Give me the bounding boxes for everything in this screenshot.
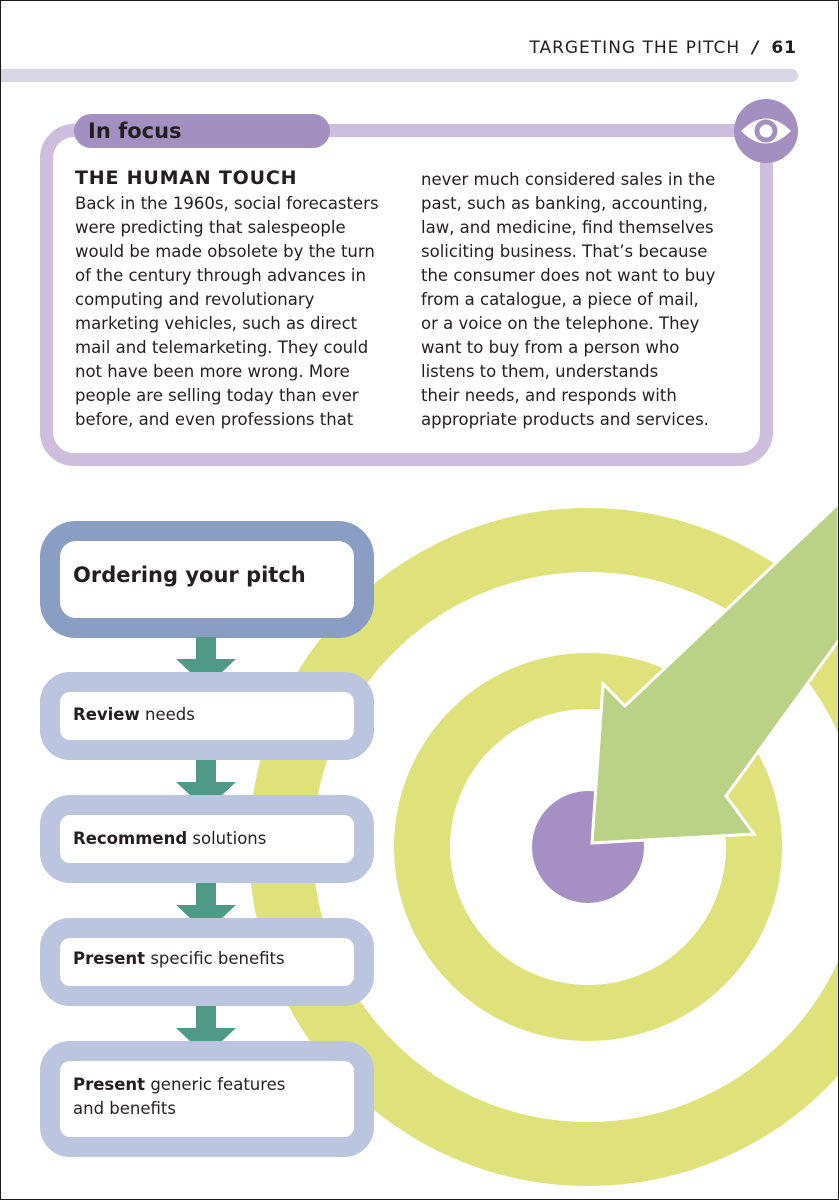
step-keyword: Review	[73, 705, 140, 724]
step-detail: needs	[139, 705, 195, 724]
text-line: appropriate products and services.	[421, 410, 709, 429]
text-line: soliciting business. That’s because	[421, 242, 708, 261]
text-line: people are selling today than ever	[75, 386, 359, 405]
step-keyword: Present	[73, 1075, 146, 1094]
eye-icon	[733, 98, 799, 164]
focus-text-column-2	[421, 168, 756, 432]
text-line: from a catalogue, a piece of mail,	[421, 290, 699, 309]
text-line: their needs, and responds with	[421, 386, 677, 405]
step-keyword: Present	[73, 949, 146, 968]
step-recommend-text	[73, 827, 266, 851]
pitch-title: Ordering your pitch	[73, 563, 306, 587]
text-line: before, and even professions that	[75, 410, 354, 429]
step-detail: generic features	[145, 1075, 286, 1094]
text-line: listens to them, understands	[421, 362, 659, 381]
text-line: mail and telemarketing. They could	[75, 338, 369, 357]
text-line: want to buy from a person who	[421, 338, 680, 357]
text-line: the consumer does not want to buy	[421, 266, 716, 285]
text-line: Back in the 1960s, social forecasters	[75, 194, 379, 213]
text-line: of the century through advances in	[75, 266, 366, 285]
step-review-text	[73, 703, 195, 727]
header-separator: /	[752, 38, 760, 58]
step-generic-features-text	[73, 1073, 285, 1121]
step-specific-benefits-text	[73, 947, 285, 971]
section-title: TARGETING THE PITCH	[529, 38, 741, 58]
text-line: past, such as banking, accounting,	[421, 194, 709, 213]
running-header	[529, 38, 797, 58]
text-line: were predicting that salespeople	[75, 218, 346, 237]
focus-title: THE HUMAN TOUCH	[75, 167, 298, 189]
text-line: never much considered sales in the	[421, 170, 716, 189]
page-number: 61	[771, 38, 797, 58]
text-line: law, and medicine, find themselves	[421, 218, 714, 237]
step-keyword: Recommend	[73, 829, 188, 848]
text-line: or a voice on the telephone. They	[421, 314, 700, 333]
text-line: computing and revolutionary	[75, 290, 315, 309]
text-line: would be made obsolete by the turn	[75, 242, 375, 261]
step-detail: solutions	[187, 829, 267, 848]
text-line: marketing vehicles, such as direct	[75, 314, 358, 333]
in-focus-tab: In focus	[74, 114, 330, 148]
header-rule	[0, 69, 798, 82]
step-detail-line2: and benefits	[73, 1099, 176, 1118]
text-line: not have been more wrong. More	[75, 362, 350, 381]
step-detail: specific benefits	[145, 949, 285, 968]
focus-text-column-1	[75, 192, 410, 432]
